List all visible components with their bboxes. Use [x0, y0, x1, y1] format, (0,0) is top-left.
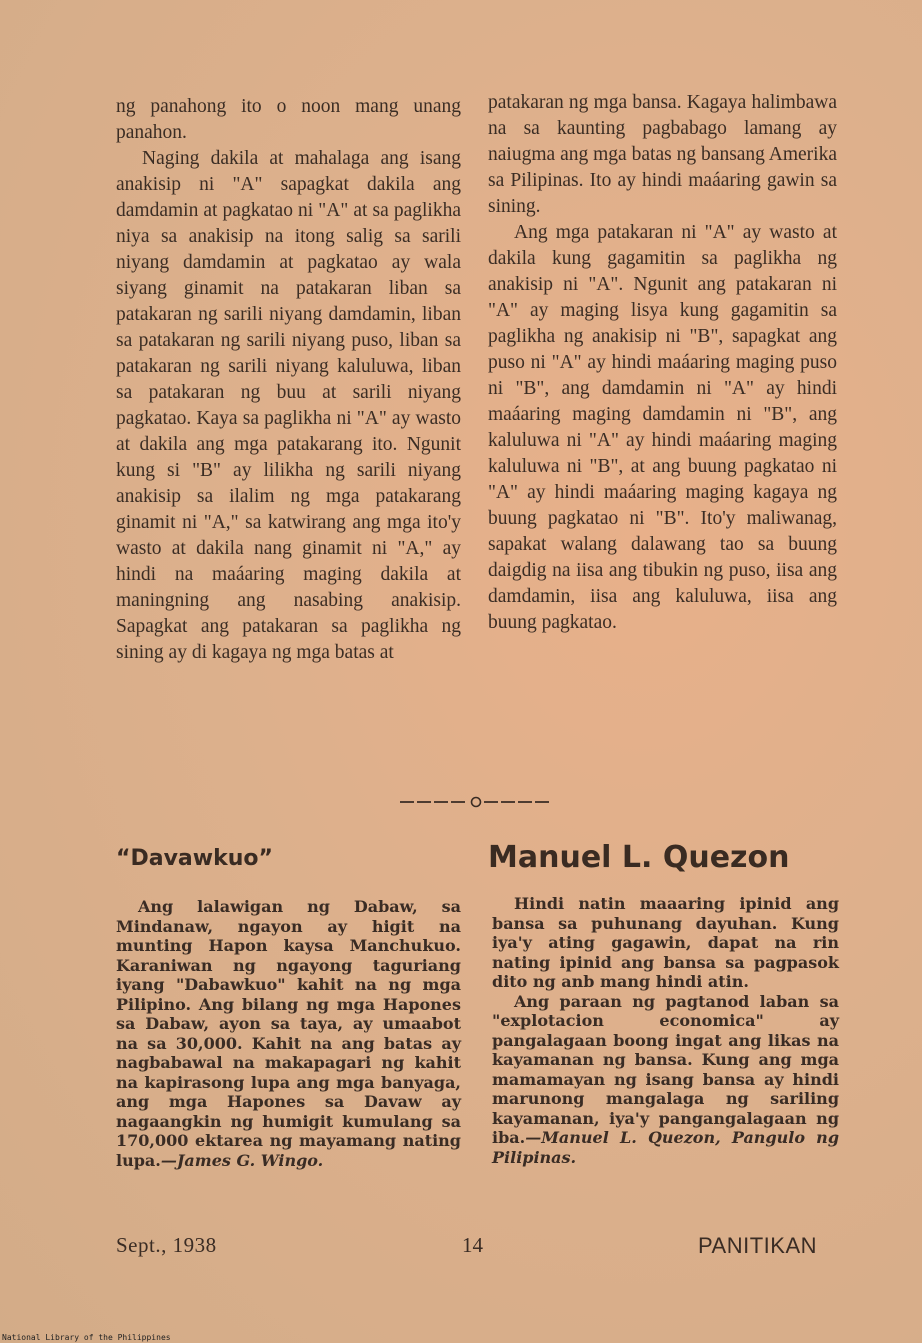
quezon-text: Ang paraan ng pagtanod laban sa "explotacion economica" ay pangalagaan boong ingat ang likas na kayamanan ng bansa. Kung ang mga mamamayan ng isang bansa ay hindi marunong mangalaga ng sariling kayamanan, iya'y pangangalagaan ng iba.—Manuel L. Quezon, Pangulo ng Pilipinas.: [492, 991, 839, 1167]
article-paragraph: Naging dakila at mahalaga ang isang anakisip ni "A" sapagkat dakila ang damdamin at pagkatao ni "A" at sa paglikha niya sa anakisip na itong salig sa sarili niyang damdamin at pagkatao ay wala siyang ginamit na patakaran liban sa patakaran ng sarili niyang damdamin, liban sa patakaran ng sarili niyang puso, liban sa patakaran ng sarili niyang kaluluwa, liban sa patakaran ng buu at sarili niyang pagkatao. Kaya sa paglikha ni "A" ay wasto at dakila ang mga patakarang ito. Ngunit kung si "B" ay lilikha ng sarili niyang anakisip sa ilalim ng mga patakarang ginamit ni "A," sa katwirang ang mga ito'y wasto at dakila nang ginamit ni "A," ay hindi na maáaring maging dakila at maningning ang nasabing anakisip. Sapagkat ang patakaran sa paglikha ng sining ay di kagaya ng mga batas at: [116, 148, 461, 663]
quezon-text: Hindi natin maaaring ipinid ang bansa sa puhunang dayuhan. Kung iya'y ating gagawin, dapat na rin nating ipinid ang bansa sa pagpasok dito ng anb mang hindi atin.: [492, 894, 839, 991]
issue-date: Sept., 1938: [116, 1233, 217, 1257]
davawkuo-heading: “Davawkuo”: [116, 846, 273, 871]
davawkuo-box: [116, 897, 461, 1170]
quezon-box: [492, 894, 839, 1167]
article-paragraph: ng panahong ito o noon mang unang panahon.: [116, 96, 461, 143]
library-credit: National Library of the Philippines: [2, 1333, 171, 1342]
section-divider-ornament: [398, 795, 554, 809]
article-column-right: [488, 90, 837, 636]
magazine-name: PANITIKAN: [698, 1233, 818, 1258]
davawkuo-signature: —James G. Wingo.: [160, 1150, 324, 1170]
quezon-heading: Manuel L. Quezon: [488, 840, 790, 875]
article-column-left: [116, 94, 461, 666]
article-paragraph: patakaran ng mga bansa. Kagaya halimbawa na sa kaunting pagbabago lamang ay naiugma ang mga batas ng bansang Amerika sa Pilipinas. Ito ay hindi maáaring gawin sa sining.: [488, 92, 837, 217]
davawkuo-text: Ang lalawigan ng Dabaw, sa Mindanaw, ngayon ay higit na munting Hapon kaysa Manchukuo. Karaniwan ng ngayong taguriang iyang "Dabawkuo" kahit na ng mga Pilipino. Ang bilang ng mga Hapones sa Dabaw, ayon sa taya, ay umaabot na sa 30,000. Kahit na ang batas ay nagbabawal na makapagari ng kahit na kapirasong lupa ang mga banyaga, ang mga Hapones sa Davaw ay nagaangkin ng humigit kumulang sa 170,000 ektarea ng mayamang nating lupa.—James G. Wingo.: [116, 897, 461, 1170]
article-paragraph: Ang mga patakaran ni "A" ay wasto at dakila kung gagamitin sa paglikha ng anakisip ni "A". Ngunit ang patakaran ni "A" ay maging lisya kung gagamitin sa paglikha ng anakisip ni "B", sapagkat ang puso ni "A" ay hindi maáaring maging puso ni "B", ang damdamin ni "A" ay hindi maáaring maging damdamin ni "B", ang kaluluwa ni "A" ay hindi maáaring maging kaluluwa ni "B", at ang buung pagkatao ni "A" ay hindi maáaring maging kagaya ng buung pagkatao ni "B". Ito'y maliwanag, sapakat walang dalawang tao sa buung daigdig na iisa ang tibukin ng puso, iisa ang damdamin, iisa ang kaluluwa, iisa ang buung pagkatao.: [488, 222, 837, 633]
page-number: 14: [462, 1233, 483, 1257]
quezon-signature: —Manuel L. Quezon, Pangulo ng Pilipinas.: [492, 1128, 839, 1167]
